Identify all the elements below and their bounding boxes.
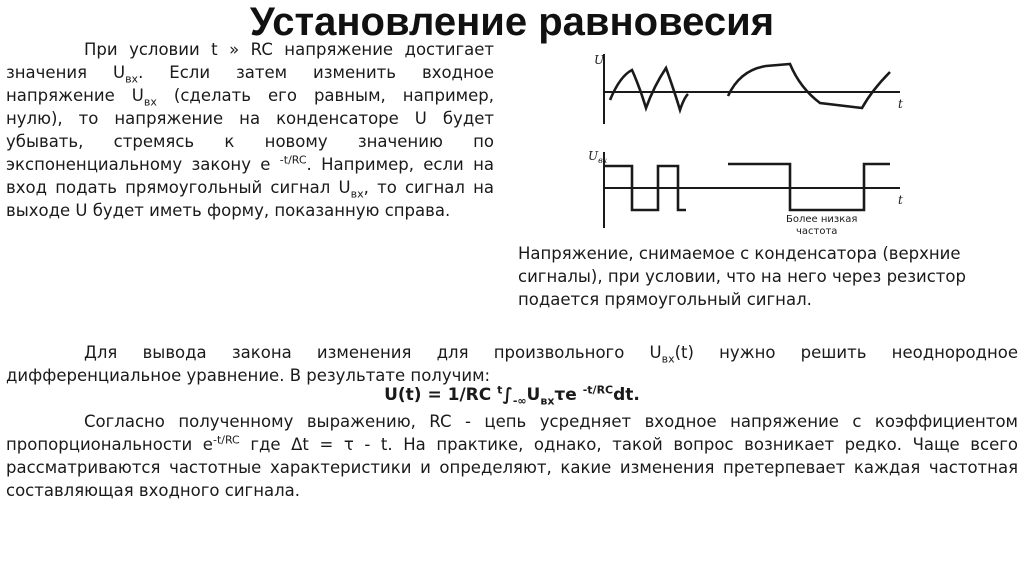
output-signal-fast [610,68,688,110]
output-signal-slow [728,64,890,108]
text: При условии t » RC напряжение достигает значения U [6,40,494,82]
text: (сделать его равным, например, нулю), то напряжение на конденсаторе U будет убывать, стремясь к новому значению по экспоненциальному закону e [6,86,494,174]
waveform-diagram [580,48,910,238]
text: где Δt = τ - t. На практике, однако, такой вопрос возникает редко. Чаще всего рассматриваются частотные характеристики и определяют, какие изменения претерпевает каждая частотная составляющая входного сигнала. [6,435,1019,500]
top-time-label: t [898,97,903,111]
bottom-time-label: t [898,193,903,207]
top-axis-label: U [594,53,605,67]
derivation-paragraph [6,341,1018,387]
superscript: -t/RC [279,153,307,167]
subscript: вх [143,95,157,109]
text: (t) нужно решить неоднородное дифференциальное уравнение. В результате получим: [6,343,1018,385]
text: , то сигнал на выходе U будет иметь форму, показанную справа. [6,178,495,220]
conclusion-paragraph [6,410,1018,502]
superscript: -t/RC [212,433,240,447]
intro-paragraph [6,38,494,222]
frequency-note-line2: частота [796,226,838,237]
text: . Если затем изменить входное напряжение U [6,63,494,105]
text: . Например, если на вход подать прямоугольный сигнал U [6,155,494,197]
figure-caption: Напряжение, снимаемое с конденсатора (верхние сигналы), при условии, что на него через резистор подается прямоугольный сигнал. [518,244,966,309]
bottom-axis-label: $U_{вх}$ [588,149,608,165]
slide-title: Установление равновесия [249,0,775,44]
subscript: вх [125,72,139,86]
text: Согласно полученному выражению, RC - цепь усредняет входное напряжение с коэффициентом пропорциональности e [6,412,1018,454]
formula: U(t) = 1/RC $^t\int_{-\infty}U_{вх}\tau e$ $^{-t/RC}$dt. [384,383,640,408]
subscript: вх [350,187,364,201]
text: Для вывода закона изменения для произвольного U [84,343,662,362]
frequency-note-line1: Более низкая [786,214,858,225]
subscript: вх [661,352,675,366]
